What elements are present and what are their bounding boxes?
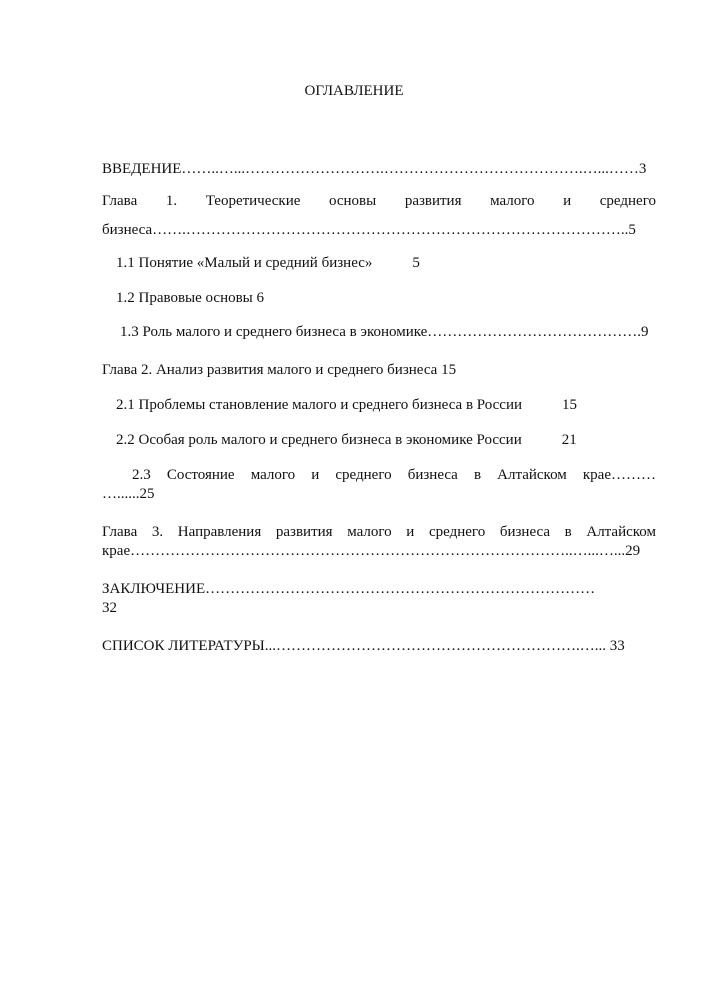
toc-entry-2-1-page: 15 bbox=[562, 397, 577, 413]
toc-title: ОГЛАВЛЕНИЕ bbox=[304, 83, 404, 99]
toc-entry-chapter-2: Глава 2. Анализ развития малого и среднего бизнеса 15 bbox=[102, 362, 457, 378]
toc-entry-chapter-1-line-2: бизнеса…….……………………………………………………………………………..5 bbox=[102, 222, 636, 238]
toc-entry-1-1-label: 1.1 Понятие «Малый и средний бизнес» bbox=[116, 255, 373, 271]
toc-entry-2-3-line-2: …......25 bbox=[102, 486, 155, 502]
toc-entry-1-1 bbox=[116, 254, 656, 272]
toc-entry-chapter-3-line-1: Глава 3. Направления развития малого и среднего бизнеса в Алтайском bbox=[102, 524, 656, 540]
toc-entry-chapter-3-line-2: крае……………………………………………………………………………..…...…...29 bbox=[102, 543, 641, 559]
toc-entry-2-1 bbox=[116, 396, 656, 414]
toc-entry-references: СПИСОК ЛИТЕРАТУРЫ...…………………………………………………….…... 33 bbox=[102, 638, 625, 654]
toc-entry-2-2-label: 2.2 Особая роль малого и среднего бизнеса в экономике России bbox=[116, 432, 522, 448]
toc-entry-conclusion: ЗАКЛЮЧЕНИЕ…………………………………………………………………… bbox=[102, 581, 596, 597]
toc-entry-2-3-line-1: 2.3 Состояние малого и среднего бизнеса в Алтайском крае……… bbox=[132, 467, 656, 483]
toc-entry-1-3: 1.3 Роль малого и среднего бизнеса в экономике…………………………………….9 bbox=[120, 324, 649, 340]
toc-entry-2-2 bbox=[116, 431, 656, 449]
toc-entry-introduction: ВВЕДЕНИЕ……..…...……………………….………………………………….…...……3 bbox=[102, 161, 647, 177]
toc-entry-conclusion-page: 32 bbox=[102, 600, 117, 616]
toc-entry-2-1-label: 2.1 Проблемы становление малого и среднего бизнеса в России bbox=[116, 397, 522, 413]
toc-entry-1-2: 1.2 Правовые основы 6 bbox=[116, 290, 265, 306]
toc-entry-2-2-page: 21 bbox=[561, 432, 577, 448]
toc-entry-1-1-page: 5 bbox=[412, 255, 420, 271]
toc-entry-chapter-1-line-1: Глава 1. Теоретические основы развития малого и среднего bbox=[102, 193, 656, 209]
